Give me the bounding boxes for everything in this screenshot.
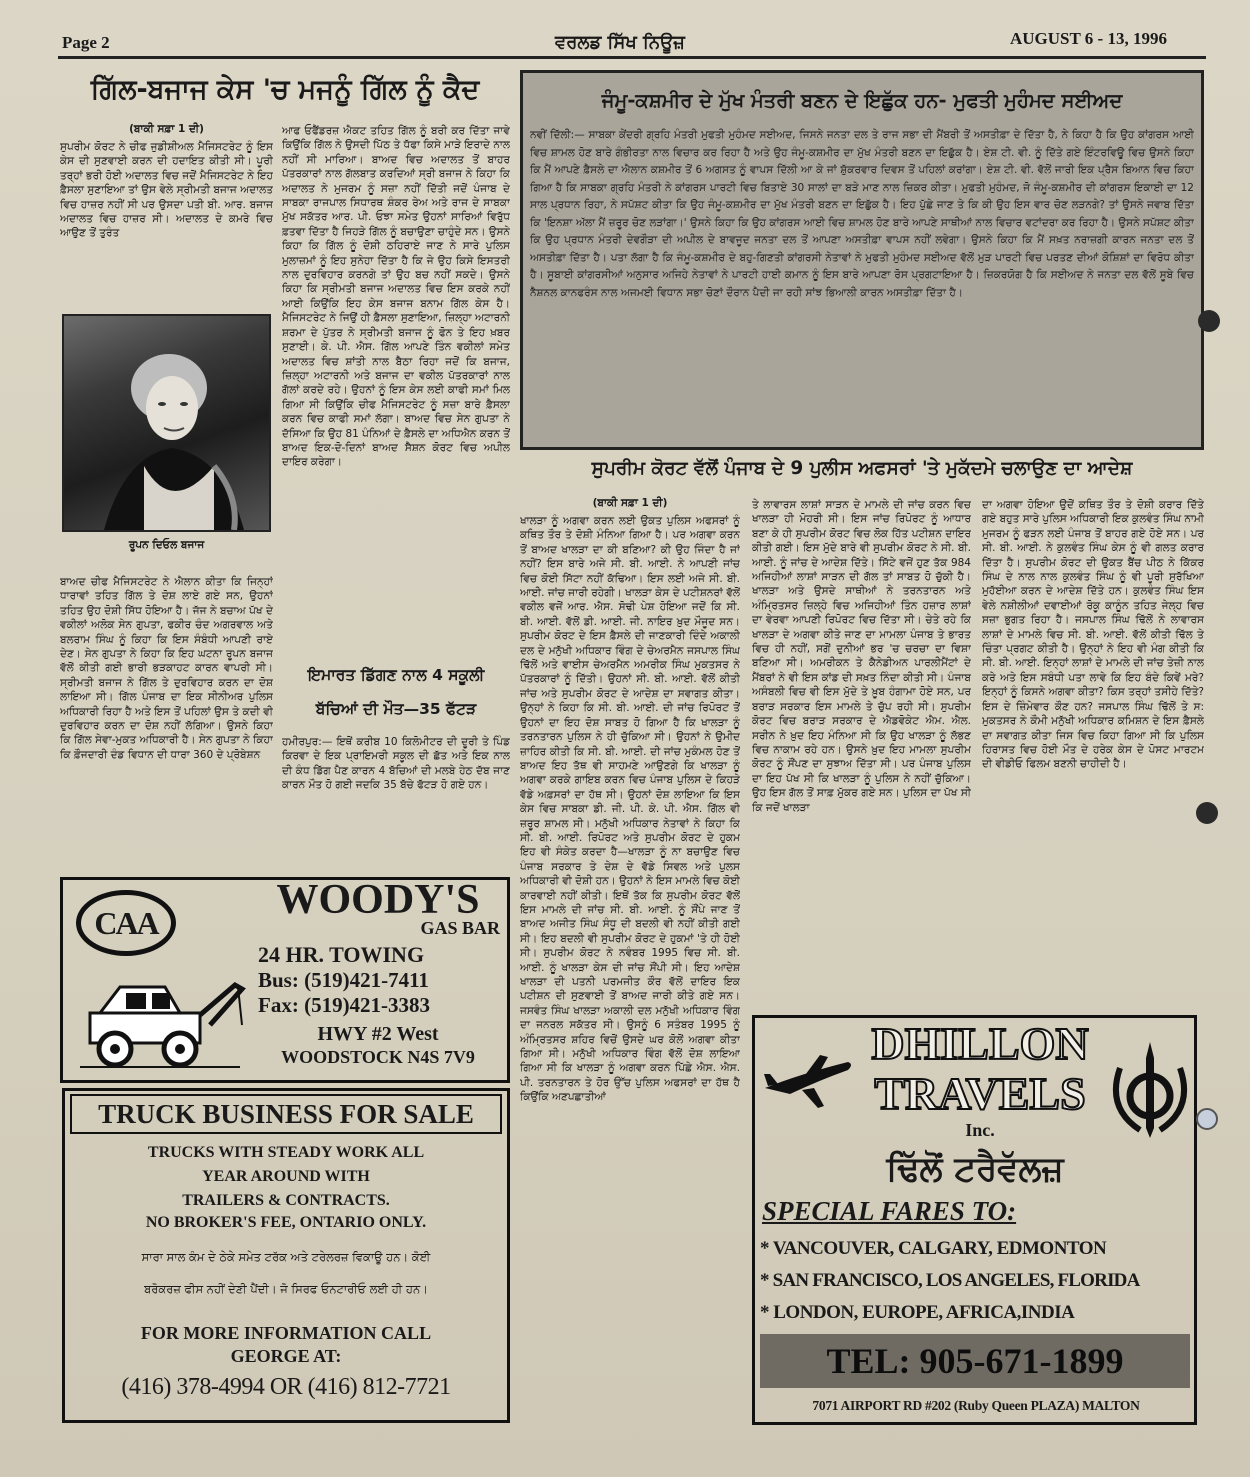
- dhillon-inc: Inc.: [965, 1120, 995, 1140]
- gill-headline: ਗਿੱਲ-ਬਜਾਜ ਕੇਸ 'ਚ ਮਜਨੂੰ ਗਿੱਲ ਨੂੰ ਕੈਦ: [90, 74, 480, 105]
- gill-col1-top: ਸੁਪਰੀਮ ਕੋਰਟ ਨੇ ਚੀਫ ਜੁਡੀਸ਼ੀਅਲ ਮੈਜਿਸਟਰੇਟ ਨੂੰ ਇਸ ਕੇਸ ਦੀ ਸੁਣਵਾਈ ਕਰਨ ਦੀ ਹਦਾਇਤ ਕੀਤੀ ਸੀ। ਪੂਰੀ ਤਰ੍ਹਾਂ ਭਰੀ ਹੋਈ ਅਦਾਲਤ ਵਿਚ ਜਦੋਂ ਮੈਜਿਸਟਰੇਟ ਨੇ ਇਹ ਫ਼ੈਸਲਾ ਸੁਣਾਇਆ ਤਾਂ ਉਸ ਵੇਲੇ ਸ੍ਰੀਮਤੀ ਬਜਾਜ ਅਦਾਲਤ ਵਿਚ ਹਾਜ਼ਰ ਨਹੀਂ ਸੀ ਪਰ ਉਸਦਾ ਪਤੀ ਬੀ. ਆਰ. ਬਜਾਜ ਅਦਾਲਤ ਵਿਚ ਹਾਜ਼ਰ ਸੀ। ਅਦਾਲਤ ਦੇ ਕਮਰੇ ਵਿਚ ਆਉਣ ਤੋਂ ਤੁਰੰਤ: [60, 141, 273, 240]
- mufti-headline: ਜੰਮੂ-ਕਸ਼ਮੀਰ ਦੇ ਮੁੱਖ ਮੰਤਰੀ ਬਣਨ ਦੇ ਇਛੁੱਕ ਹਨ- ਮੁਫਤੀ ਮੁਹੰਮਦ ਸਈਅਦ: [601, 89, 1123, 112]
- woodys-subtitle: GAS BAR: [420, 918, 500, 938]
- woodys-address-2: WOODSTOCK N4S 7V9: [281, 1047, 475, 1067]
- building-headline-1: ਇਮਾਰਤ ਡਿੱਗਣ ਨਾਲ 4 ਸਕੂਲੀ: [307, 666, 485, 684]
- bajaj-photo-caption: ਰੂਪਨ ਦਿਓਲ ਬਜਾਜ: [128, 539, 205, 551]
- sc-cont-label: (ਬਾਕੀ ਸਫ਼ਾ 1 ਦੀ): [592, 497, 668, 509]
- truck-ad-punjabi-2: ਬਰੋਕਰਜ਼ ਫੀਸ ਨਹੀਂ ਦੇਣੀ ਪੈਂਦੀ। ਜੋ ਸਿਰਫ ਓਨਟਾਰੀਓ ਲਈ ਹੀ ਹਨ।: [144, 1282, 428, 1296]
- binder-hole-middle: [1196, 802, 1218, 824]
- dhillon-name-1: DHILLON: [871, 1018, 1089, 1069]
- issue-date: AUGUST 6 - 13, 1996: [1010, 29, 1167, 48]
- building-headline-2: ਬੱਚਿਆਂ ਦੀ ਮੌਤ—35 ਫੱਟੜ: [315, 700, 477, 718]
- page-number: Page 2: [62, 33, 110, 52]
- header-rule: [58, 56, 1206, 59]
- woodys-towing: 24 HR. TOWING: [258, 942, 425, 967]
- dhillon-destination-2: * SAN FRANCISCO, LOS ANGELES, FLORIDA: [760, 1270, 1140, 1291]
- mufti-body: ਨਵੀਂ ਦਿੱਲੀ:— ਸਾਬਕਾ ਕੇਂਦਰੀ ਗ੍ਰਹਿ ਮੰਤਰੀ ਮੁਫਤੀ ਮੁਹੰਮਦ ਸਈਅਦ, ਜਿਸਨੇ ਜਨਤਾ ਦਲ ਤੇ ਰਾਜ ਸਭਾ ਦੀ ਮੈਂਬਰੀ ਤੋਂ ਅਸਤੀਫ਼ਾ ਦੇ ਦਿੱਤਾ ਹੈ, ਨੇ ਕਿਹਾ ਹੈ ਕਿ ਉਹ ਕਾਂਗਰਸ ਆਈ ਵਿਚ ਸ਼ਾਮਲ ਹੋਣ ਬਾਰੇ ਗੰਭੀਰਤਾ ਨਾਲ ਵਿਚਾਰ ਕਰ ਰਿਹਾ ਹੈ ਅਤੇ ਉਹ ਜੰਮੂ-ਕਸ਼ਮੀਰ ਦਾ ਮੁੱਖ ਮੰਤਰੀ ਬਣਨ ਦਾ ਇਛੁੱਕ ਹੈ। ਏਸ਼ ਟੀ. ਵੀ. ਨੂੰ ਦਿੱਤੇ ਗਏ ਇੰਟਰਵਿਊ ਵਿਚ ਉਸਨੇ ਕਿਹਾ ਕਿ ਮੈਂ ਆਪਣੇ ਫ਼ੈਸਲੇ ਦਾ ਐਲਾਨ ਕਸ਼ਮੀਰ ਤੋਂ 6 ਅਗਸਤ ਨੂੰ ਵਾਪਸ ਦਿੱਲੀ ਆ ਕੇ ਜਾਂ ਸ਼ੁੱਕਰਵਾਰ ਦਿਵਸ ਤੋਂ ਪਹਿਲਾਂ ਕਰਾਂਗਾ। ਏਸ਼ ਟੀ. ਵੀ. ਵੱਲੋਂ ਜਾਰੀ ਇਕ ਪ੍ਰੈਸ ਬਿਆਨ ਵਿਚ ਕਿਹਾ ਗਿਆ ਹੈ ਕਿ ਸਾਬਕਾ ਗ੍ਰਹਿ ਮੰਤਰੀ ਨੇ ਕਾਂਗਰਸ ਪਾਰਟੀ ਵਿਚ ਬਿਤਾਏ 30 ਸਾਲਾਂ ਦਾ ਬੜੇ ਮਾਣ ਨਾਲ ਜ਼ਿਕਰ ਕੀਤਾ। ਮੁਫਤੀ ਮੁਹੰਮਦ, ਜੋ ਜੰਮੂ-ਕਸ਼ਮੀਰ ਦੀ ਕਾਂਗਰਸ ਇਕਾਈ ਦਾ 12 ਸਾਲ ਪ੍ਰਧਾਨ ਰਿਹਾ, ਨੇ ਸਪੱਸ਼ਟ ਕੀਤਾ ਕਿ ਉਹ ਜੰਮੂ-ਕਸ਼ਮੀਰ ਦਾ ਮੁੱਖ ਮੰਤਰੀ ਬਣਨ ਦਾ ਇਛੁੱਕ ਹੈ। ਇਹ ਪੁੱਛੇ ਜਾਣ ਤੇ ਕਿ ਕੀ ਉਹ ਇਸ ਵਾਰ ਚੋਣ ਲੜਨਗੇ? ਤਾਂ ਉਸਨੇ ਜਵਾਬ ਦਿੱਤਾ ਕਿ 'ਇਨਸ਼ਾ ਅੱਲਾ ਮੈਂ ਜ਼ਰੂਰ ਚੋਣ ਲੜਾਂਗਾ।' ਉਸਨੇ ਕਿਹਾ ਕਿ ਉਹ ਕਾਂਗਰਸ ਆਈ ਵਿਚ ਸ਼ਾਮਲ ਹੋਣ ਬਾਰੇ ਆਪਣੇ ਸਾਥੀਆਂ ਨਾਲ ਵਿਚਾਰ ਵਟਾਂਦਰਾ ਕਰ ਰਿਹਾ ਹੈ। ਉਸਨੇ ਸਪੱਸ਼ਟ ਕੀਤਾ ਕਿ ਉਹ ਪ੍ਰਧਾਨ ਮੰਤਰੀ ਦੇਵਗੌੜਾ ਦੀ ਅਪੀਲ ਦੇ ਬਾਵਜੂਦ ਜਨਤਾ ਦਲ ਤੋਂ ਆਪਣਾ ਅਸਤੀਫ਼ਾ ਵਾਪਸ ਨਹੀਂ ਲਵੇਗਾ। ਉਸਨੇ ਕਿਹਾ ਕਿ ਮੈਂ ਸਖ਼ਤ ਨਰਾਜ਼ਗੀ ਕਾਰਨ ਜਨਤਾ ਦਲ ਤੋਂ ਅਸਤੀਫ਼ਾ ਦਿੱਤਾ ਹੈ। ਪਤਾ ਲੱਗਾ ਹੈ ਕਿ ਜੰਮੂ-ਕਸ਼ਮੀਰ ਦੇ ਬਹੁ-ਗਿਣਤੀ ਕਾਂਗਰਸੀ ਨੇਤਾਵਾਂ ਨੇ ਮੁਫਤੀ ਮੁਹੰਮਦ ਸਈਅਦ ਵੱਲੋਂ ਮੁੜ ਪਾਰਟੀ ਵਿਚ ਪਰਤਣ ਦੀਆਂ ਕੋਸ਼ਿਸ਼ਾਂ ਦਾ ਵਿਰੋਧ ਕੀਤਾ ਹੈ। ਸੂਬਾਈ ਕਾਂਗਰਸੀਆਂ ਅਨੁਸਾਰ ਅਜਿਹੇ ਨੇਤਾਵਾਂ ਨੇ ਪਾਰਟੀ ਹਾਈ ਕਮਾਨ ਨੂੰ ਇਸ ਬਾਰੇ ਆਪਣਾ ਰੋਸ ਪ੍ਰਗਟਾਇਆ ਹੈ। ਜ਼ਿਕਰਯੋਗ ਹੈ ਕਿ ਸਈਅਦ ਨੇ ਜਨਤਾ ਦਲ ਵੱਲੋਂ ਸੂਬੇ ਵਿਚ ਨੈਸ਼ਨਲ ਕਾਨਫਰੰਸ ਨਾਲ ਅਜਮਈ ਵਿਧਾਨ ਸਭਾ ਚੋਣਾਂ ਦੌਰਾਨ ਪੈਦੀ ਜਾ ਰਹੀ ਸਾਂਝ ਭਿਆਲੀ ਕਾਰਨ ਅਸਤੀਫ਼ਾ ਦਿੱਤਾ ਹੈ।: [530, 129, 1194, 299]
- binder-hole-bottom: [1196, 1108, 1218, 1130]
- truck-ad-phones: (416) 378-4994 OR (416) 812-7721: [121, 1374, 451, 1400]
- truck-ad-line-1: TRUCKS WITH STEADY WORK ALL: [147, 1144, 425, 1161]
- truck-ad-info-2: GEORGE AT:: [230, 1346, 342, 1366]
- dhillon-phone: TEL: 905-671-1899: [760, 1334, 1190, 1388]
- bajaj-photo: [62, 314, 271, 532]
- building-body: ਹਮੀਰਪੁਰ:— ਇਥੋਂ ਕਰੀਬ 10 ਕਿਲੋਮੀਟਰ ਦੀ ਦੂਰੀ ਤੇ ਪਿੰਡ ਕਿਰਵਾ ਦੇ ਇਕ ਪ੍ਰਾਇਮਰੀ ਸਕੂਲ ਦੀ ਛੱਤ ਅਤੇ ਇਕ ਨਾਲ ਦੀ ਕੰਧ ਡਿੱਗ ਪੈਣ ਕਾਰਨ 4 ਬੱਚਿਆਂ ਦੀ ਮਲਬੇ ਹੇਠ ਦੱਬ ਜਾਣ ਕਾਰਨ ਮੌਤ ਹੋ ਗਈ ਜਦਕਿ 35 ਬੱਚੇ ਫੱਟੜ ਹੋ ਗਏ ਹਨ।: [282, 736, 510, 792]
- gill-col1-bottom: ਬਾਅਦ ਚੀਫ ਮੈਜਿਸਟਰੇਟ ਨੇ ਐਲਾਨ ਕੀਤਾ ਕਿ ਜਿਨ੍ਹਾਂ ਧਾਰਾਵਾਂ ਤਹਿਤ ਗਿੱਲ ਤੇ ਦੋਸ਼ ਲਾਏ ਗਏ ਸਨ, ਉਹਨਾਂ ਤਹਿਤ ਉਹ ਦੋਸ਼ੀ ਸਿੱਧ ਹੋਇਆ ਹੈ। ਜੱਜ ਨੇ ਬਚਾਅ ਪੱਖ ਦੇ ਵਕੀਲਾਂ ਅਲੋਕ ਸੇਨ ਗੁਪਤਾ, ਫਕੀਰ ਚੰਦ ਅਗਰਵਾਲ ਅਤੇ ਬਲਰਾਮ ਸਿੰਘ ਨੂੰ ਕਿਹਾ ਕਿ ਇਸ ਸੰਬੰਧੀ ਆਪਣੀ ਰਾਏ ਦੇਣ। ਸੇਨ ਗੁਪਤਾ ਨੇ ਕਿਹਾ ਕਿ ਇਹ ਘਟਨਾ ਰੂਪਨ ਬਜਾਜ ਵੱਲੋਂ ਕੀਤੀ ਗਈ ਭਾਰੀ ਭੜਕਾਹਟ ਕਾਰਨ ਵਾਪਰੀ ਸੀ। ਸ੍ਰੀਮਤੀ ਬਜਾਜ ਨੇ ਗਿੱਲ ਤੇ ਦੁਰਵਿਹਾਰ ਕਰਨ ਦਾ ਦੋਸ਼ ਲਾਇਆ ਸੀ। ਗਿੱਲ ਪੰਜਾਬ ਦਾ ਇਕ ਸੀਨੀਅਰ ਪੁਲਿਸ ਅਧਿਕਾਰੀ ਰਿਹਾ ਹੈ ਅਤੇ ਇਸ ਤੋਂ ਪਹਿਲਾਂ ਉਸ ਤੇ ਕਦੀ ਵੀ ਦੁਰਵਿਹਾਰ ਕਰਨ ਦਾ ਦੋਸ਼ ਨਹੀਂ ਲੱਗਿਆ। ਉਸਨੇ ਕਿਹਾ ਕਿ ਗਿੱਲ ਸੇਵਾ-ਮੁਕਤ ਅਧਿਕਾਰੀ ਹੈ। ਸੇਨ ਗੁਪਤਾ ਨੇ ਕਿਹਾ ਕਿ ਫ਼ੌਜਦਾਰੀ ਦੰਡ ਵਿਧਾਨ ਦੀ ਧਾਰਾ 360 ਦੇ ਪ੍ਰੋਬੇਸ਼ਨ: [60, 576, 273, 761]
- caa-logo: [76, 890, 176, 956]
- sc-headline: ਸੁਪਰੀਮ ਕੋਰਟ ਵੱਲੋਂ ਪੰਜਾਬ ਦੇ 9 ਪੁਲੀਸ ਅਫਸਰਾਂ 'ਤੇ ਮੁਕੱਦਮੇ ਚਲਾਉਣ ਦਾ ਆਦੇਸ਼: [591, 458, 1133, 479]
- binder-hole-top: [1198, 310, 1220, 332]
- dhillon-punjabi-name: ਢਿੱਲੋਂ ਟਰੈਵੱਲਜ਼: [886, 1149, 1064, 1189]
- caa-logo-text: CAA: [94, 904, 158, 941]
- woodys-name: WOODY'S: [276, 877, 480, 923]
- gill-cont-label: (ਬਾਕੀ ਸਫ਼ਾ 1 ਦੀ): [129, 123, 204, 135]
- truck-ad-line-3: TRAILERS & CONTRACTS.: [182, 1192, 390, 1209]
- woodys-address-1: HWY #2 West: [317, 1023, 439, 1045]
- truck-ad-title: TRUCK BUSINESS FOR SALE: [70, 1094, 502, 1134]
- woodys-bus-phone: Bus: (519)421-7411: [258, 968, 429, 992]
- khanda-icon: [1110, 1038, 1190, 1148]
- portrait-image: [64, 316, 269, 530]
- dhillon-address: 7071 AIRPORT RD #202 (Ruby Queen PLAZA) MALTON: [812, 1398, 1140, 1413]
- sc-col1: ਖਾਲੜਾ ਨੂੰ ਅਗਵਾ ਕਰਨ ਲਈ ਉਕਤ ਪੁਲਿਸ ਅਫਸਰਾਂ ਨੂੰ ਕਥਿਤ ਤੌਰ ਤੇ ਦੋਸ਼ੀ ਮੰਨਿਆ ਗਿਆ ਹੈ। ਪਰ ਅਗਵਾ ਕਰਨ ਤੋਂ ਬਾਅਦ ਖਾਲੜਾ ਦਾ ਕੀ ਬਣਿਆ? ਕੀ ਉਹ ਜਿੰਦਾ ਹੈ ਜਾਂ ਨਹੀਂ? ਇਸ ਬਾਰੇ ਅਜੇ ਸੀ. ਬੀ. ਆਈ. ਨੇ ਆਪਣੀ ਜਾਂਚ ਵਿਚ ਕੋਈ ਸਿੱਟਾ ਨਹੀਂ ਕੱਢਿਆ। ਇਸ ਲਈ ਅਜੇ ਸੀ. ਬੀ. ਆਈ. ਜਾਂਚ ਜਾਰੀ ਰਹੇਗੀ। ਖਾਲੜਾ ਕੇਸ ਦੇ ਪਟੀਸ਼ਨਰਾਂ ਵੱਲੋਂ ਵਕੀਲ ਵਜੋਂ ਆਰ. ਐਸ. ਸੋਢੀ ਪੇਸ਼ ਹੋਇਆ ਜਦੋਂ ਕਿ ਸੀ. ਬੀ. ਆਈ. ਵੱਲੋਂ ਡੀ. ਆਈ. ਜੀ. ਨਾਇਰ ਖ਼ੁਦ ਮੌਜੂਦ ਸਨ। ਸੁਪਰੀਮ ਕੋਰਟ ਦੇ ਇਸ ਫ਼ੈਸਲੇ ਦੀ ਜਾਣਕਾਰੀ ਦਿੰਦੇ ਅਕਾਲੀ ਦਲ ਦੇ ਮਨੁੱਖੀ ਅਧਿਕਾਰ ਵਿੰਗ ਦੇ ਚੇਅਰਮੈਨ ਜਸਪਾਲ ਸਿੰਘ ਢਿੱਲੋਂ ਅਤੇ ਵਾਈਸ ਚੇਅਰਮੈਨ ਅਮਰੀਕ ਸਿੰਘ ਮੁਕਤਸਰ ਨੇ ਪੱਤਰਕਾਰਾਂ ਨੂੰ ਦਿੱਤੀ। ਉਹਨਾਂ ਸੀ. ਬੀ. ਆਈ. ਵੱਲੋਂ ਕੀਤੀ ਜਾਂਚ ਅਤੇ ਸੁਪਰੀਮ ਕੋਰਟ ਦੇ ਆਦੇਸ਼ ਦਾ ਸਵਾਗਤ ਕੀਤਾ। ਉਨ੍ਹਾਂ ਨੇ ਕਿਹਾ ਕਿ ਸੀ. ਬੀ. ਆਈ. ਦੀ ਜਾਂਚ ਰਿਪੋਰਟ ਤੋਂ ਉਹਨਾਂ ਦਾ ਇਹ ਦੋਸ਼ ਸਾਬਤ ਹੋ ਗਿਆ ਹੈ ਕਿ ਖਾਲੜਾ ਨੂੰ ਤਰਨਤਾਰਨ ਪੁਲਿਸ ਨੇ ਹੀ ਚੁੱਕਿਆ ਸੀ। ਉਹਨਾਂ ਨੇ ਉਮੀਦ ਜ਼ਾਹਿਰ ਕੀਤੀ ਕਿ ਸੀ. ਬੀ. ਆਈ. ਦੀ ਜਾਂਚ ਮੁਕੰਮਲ ਹੋਣ ਤੋਂ ਬਾਅਦ ਇਹ ਤੱਥ ਵੀ ਸਾਹਮਣੇ ਆਉਣਗੇ ਕਿ ਖਾਲੜਾ ਨੂੰ ਅਗਵਾ ਕਰਕੇ ਗਾਇਬ ਕਰਨ ਵਿਚ ਪੰਜਾਬ ਪੁਲਿਸ ਦੇ ਕਿਹੜੇ ਵੱਡੇ ਅਫ਼ਸਰਾਂ ਦਾ ਹੱਥ ਸੀ। ਉਹਨਾਂ ਦੋਸ਼ ਲਾਇਆ ਕਿ ਇਸ ਕੇਸ ਵਿਚ ਸਾਬਕਾ ਡੀ. ਜੀ. ਪੀ. ਕੇ. ਪੀ. ਐਸ. ਗਿੱਲ ਵੀ ਜ਼ਰੂਰ ਸ਼ਾਮਲ ਸੀ। ਮਨੁੱਖੀ ਅਧਿਕਾਰ ਨੇਤਾਵਾਂ ਨੇ ਕਿਹਾ ਕਿ ਸੀ. ਬੀ. ਆਈ. ਰਿਪੋਰਟ ਅਤੇ ਸੁਪਰੀਮ ਕੋਰਟ ਦੇ ਹੁਕਮ ਇਹ ਵੀ ਸੰਕੇਤ ਕਰਦਾ ਹੈ—ਖਾਲੜਾ ਨੂੰ ਨਾ ਬਚਾਉਣ ਵਿਚ ਪੰਜਾਬ ਸਰਕਾਰ ਤੇ ਦੇਸ਼ ਦੇ ਵੱਡੇ ਸਿਵਲ ਅਤੇ ਪੁਲਸ ਅਧਿਕਾਰੀ ਵੀ ਦੋਸ਼ੀ ਹਨ। ਉਹਨਾਂ ਨੇ ਇਸ ਮਾਮਲੇ ਵਿਚ ਕੋਈ ਕਾਰਵਾਈ ਨਹੀਂ ਕੀਤੀ। ਇਥੋਂ ਤੱਕ ਕਿ ਸੁਪਰੀਮ ਕੋਰਟ ਵੱਲੋਂ ਇਸ ਮਾਮਲੇ ਦੀ ਜਾਂਚ ਸੀ. ਬੀ. ਆਈ. ਨੂੰ ਸੌਂਪੇ ਜਾਣ ਤੋਂ ਬਾਅਦ ਅਜੀਤ ਸਿੰਘ ਸੰਧੂ ਦੀ ਬਦਲੀ ਵੀ ਨਹੀਂ ਕੀਤੀ ਗਈ ਸੀ। ਇਹ ਬਦਲੀ ਵੀ ਸੁਪਰੀਮ ਕੋਰਟ ਦੇ ਹੁਕਮਾਂ 'ਤੇ ਹੀ ਹੋਈ ਸੀ। ਸੁਪਰੀਮ ਕੋਰਟ ਨੇ ਨਵੰਬਰ 1995 ਵਿਚ ਸੀ. ਬੀ. ਆਈ. ਨੂੰ ਖਾਲੜਾ ਕੇਸ ਦੀ ਜਾਂਚ ਸੌਂਪੀ ਸੀ। ਇਹ ਆਦੇਸ਼ ਖਾਲੜਾ ਦੀ ਪਤਨੀ ਪਰਮਜੀਤ ਕੌਰ ਵੱਲੋਂ ਦਾਇਰ ਇਕ ਪਟੀਸ਼ਨ ਦੀ ਸੁਣਵਾਈ ਤੋਂ ਬਾਅਦ ਜਾਰੀ ਕੀਤੇ ਗਏ ਸਨ। ਜਸਵੰਤ ਸਿੰਘ ਖਾਲੜਾ ਅਕਾਲੀ ਦਲ ਮਨੁੱਖੀ ਅਧਿਕਾਰ ਵਿੰਗ ਦਾ ਜਨਰਲ ਸਕੱਤਰ ਸੀ। ਉਸਨੂੰ 6 ਸਤੰਬਰ 1995 ਨੂੰ ਅੰਮ੍ਰਿਤਸਰ ਸ਼ਹਿਰ ਵਿਚੋਂ ਉਸਦੇ ਘਰ ਕੋਲੋਂ ਅਗਵਾ ਕੀਤਾ ਗਿਆ ਸੀ। ਮਨੁੱਖੀ ਅਧਿਕਾਰ ਵਿੰਗ ਵੱਲੋਂ ਦੋਸ਼ ਲਾਇਆ ਗਿਆ ਸੀ ਕਿ ਖਾਲੜਾ ਨੂੰ ਅਗਵਾ ਕਰਨ ਪਿੱਛੇ ਐਸ. ਐਸ. ਪੀ. ਤਰਨਤਾਰਨ ਤੇ ਹੋਰ ਉੱਚ ਪੁਲਿਸ ਅਫਸਰਾਂ ਦਾ ਹੱਥ ਹੈ ਕਿਉਂਕਿ ਅਣਪਛਾਤੀਆਂ: [520, 515, 740, 1104]
- dhillon-destination-3: * LONDON, EUROPE, AFRICA,INDIA: [760, 1302, 1075, 1323]
- dhillon-destination-1: * VANCOUVER, CALGARY, EDMONTON: [760, 1238, 1107, 1259]
- truck-ad-line-4: NO BROKER'S FEE, ONTARIO ONLY.: [145, 1214, 427, 1231]
- tow-truck-icon: [70, 965, 250, 1075]
- gill-col2: ਆਫ ਓਫੈਂਡਰਜ਼ ਐਕਟ ਤਹਿਤ ਗਿੱਲ ਨੂੰ ਬਰੀ ਕਰ ਦਿੱਤਾ ਜਾਵੇ ਕਿਉਂਕਿ ਗਿੱਲ ਨੇ ਉਸਦੀ ਪਿੱਠ ਤੇ ਧੱਫਾ ਕਿਸੇ ਮਾੜੇ ਇਰਾਦੇ ਨਾਲ ਨਹੀਂ ਸੀ ਮਾਰਿਆ। ਬਾਅਦ ਵਿਚ ਅਦਾਲਤ ਤੋਂ ਬਾਹਰ ਪੱਤਰਕਾਰਾਂ ਨਾਲ ਗੱਲਬਾਤ ਕਰਦਿਆਂ ਸ੍ਰੀ ਬਜਾਜ ਨੇ ਕਿਹਾ ਕਿ ਅਦਾਲਤ ਨੇ ਮੁਜਰਮ ਨੂੰ ਸਜ਼ਾ ਨਹੀਂ ਦਿੱਤੀ ਜਦੋਂ ਪੰਜਾਬ ਦੇ ਸਾਬਕਾ ਰਾਜਪਾਲ ਸਿਧਾਰਥ ਸ਼ੰਕਰ ਰੇਅ ਅਤੇ ਰਾਜ ਦੇ ਸਾਬਕਾ ਮੁੱਖ ਸਕੱਤਰ ਆਰ. ਪੀ. ਓਝਾ ਸਮੇਤ ਉਹਨਾਂ ਸਾਰਿਆਂ ਵਿਰੁੱਧ ਫ਼ਤਵਾ ਦਿੱਤਾ ਹੈ ਜਿਹੜੇ ਗਿੱਲ ਨੂੰ ਬਚਾਉਣਾ ਚਾਹੁੰਦੇ ਸਨ। ਉਸਨੇ ਕਿਹਾ ਕਿ ਗਿੱਲ ਨੂੰ ਦੋਸ਼ੀ ਠਹਿਰਾਏ ਜਾਣ ਨੇ ਸਾਰੇ ਪੁਲਿਸ ਮੁਲਾਜ਼ਮਾਂ ਨੂੰ ਇਹ ਸੁਨੇਹਾ ਦਿੱਤਾ ਹੈ ਕਿ ਜੇ ਉਹ ਕਿਸੇ ਇਸਤਰੀ ਨਾਲ ਦੁਰਵਿਹਾਰ ਕਰਨਗੇ ਤਾਂ ਉਹ ਬਚ ਨਹੀਂ ਸਕਦੇ। ਉਸਨੇ ਕਿਹਾ ਕਿ ਸ੍ਰੀਮਤੀ ਬਜਾਜ ਅਦਾਲਤ ਵਿਚ ਇਸ ਕਰਕੇ ਨਹੀਂ ਆਈ ਕਿਉਂਕਿ ਇਹ ਕੇਸ ਬਜਾਜ ਬਨਾਮ ਗਿੱਲ ਕੇਸ ਹੈ। ਮੈਜਿਸਟਰੇਟ ਨੇ ਜਿਉਂ ਹੀ ਫ਼ੈਸਲਾ ਸੁਣਾਇਆ, ਜ਼ਿਲ੍ਹਾ ਅਟਾਰਨੀ ਸ਼ਰਮਾ ਦੇ ਪੁੱਤਰ ਨੇ ਸ੍ਰੀਮਤੀ ਬਜਾਜ ਨੂੰ ਫੋਨ ਤੇ ਇਹ ਖ਼ਬਰ ਸੁਣਾਈ। ਕੇ. ਪੀ. ਐਸ. ਗਿੱਲ ਆਪਣੇ ਤਿੰਨ ਵਕੀਲਾਂ ਸਮੇਤ ਅਦਾਲਤ ਵਿਚ ਸ਼ਾਂਤੀ ਨਾਲ ਬੈਠਾ ਰਿਹਾ ਜਦੋਂ ਕਿ ਬਜਾਜ, ਜ਼ਿਲ੍ਹਾ ਅਟਾਰਨੀ ਅਤੇ ਬਜਾਜ ਦਾ ਵਕੀਲ ਪੱਤਰਕਾਰਾਂ ਨਾਲ ਗੱਲਾਂ ਕਰਦੇ ਰਹੇ। ਉਹਨਾਂ ਨੂੰ ਇਸ ਕੇਸ ਲਈ ਕਾਫੀ ਸਮਾਂ ਮਿਲ ਗਿਆ ਸੀ ਕਿਉਂਕਿ ਚੀਫ ਮੈਜਿਸਟਰੇਟ ਨੂੰ ਸਜ਼ਾ ਬਾਰੇ ਫ਼ੈਸਲਾ ਕਰਨ ਵਿਚ ਕਾਫੀ ਸਮਾਂ ਲੱਗਾ। ਬਾਅਦ ਵਿਚ ਸੇਨ ਗੁਪਤਾ ਨੇ ਦੱਸਿਆ ਕਿ ਉਹ 81 ਪੰਨਿਆਂ ਦੇ ਫ਼ੈਸਲੇ ਦਾ ਅਧਿਐਨ ਕਰਨ ਤੋਂ ਬਾਅਦ ਇਕ-ਦੋ-ਦਿਨਾਂ ਬਾਅਦ ਸੈਸ਼ਨ ਕੋਰਟ ਵਿਚ ਅਪੀਲ ਦਾਇਰ ਕਰੇਗਾ।: [282, 125, 510, 469]
- truck-ad-line-2: YEAR AROUND WITH: [202, 1168, 370, 1185]
- airplane-icon: [760, 1050, 855, 1110]
- truck-ad-punjabi-1: ਸਾਰਾ ਸਾਲ ਕੰਮ ਦੇ ਠੇਕੇ ਸਮੇਤ ਟਰੱਕ ਅਤੇ ਟਰੇਲਰਜ਼ ਵਿਕਾਊ ਹਨ। ਕੋਈ: [141, 1250, 431, 1264]
- woodys-fax: Fax: (519)421-3383: [258, 993, 431, 1017]
- sc-col2: ਤੇ ਲਾਵਾਰਸ ਲਾਸ਼ਾਂ ਸਾੜਨ ਦੇ ਮਾਮਲੇ ਦੀ ਜਾਂਚ ਕਰਨ ਵਿਚ ਖਾਲੜਾ ਹੀ ਮੋਹਰੀ ਸੀ। ਇਸ ਜਾਂਚ ਰਿਪੋਰਟ ਨੂੰ ਆਧਾਰ ਬਣਾ ਕੇ ਹੀ ਸੁਪਰੀਮ ਕੋਰਟ ਵਿਚ ਲੋਕ ਹਿੱਤ ਪਟੀਸ਼ਨ ਦਾਇਰ ਕੀਤੀ ਗਈ। ਇਸ ਮੁੱਦੇ ਬਾਰੇ ਵੀ ਸੁਪਰੀਮ ਕੋਰਟ ਨੇ ਸੀ. ਬੀ. ਆਈ. ਨੂੰ ਜਾਂਚ ਦੇ ਆਦੇਸ਼ ਦਿੱਤੇ। ਸਿੱਟੇ ਵਜੋਂ ਹੁਣ ਤੱਕ 984 ਅਜਿਹੀਆਂ ਲਾਸ਼ਾਂ ਸਾੜਨ ਦੀ ਗੱਲ ਤਾਂ ਸਾਬਤ ਹੋ ਚੁੱਕੀ ਹੈ। ਖਾਲੜਾ ਅਤੇ ਉਸਦੇ ਸਾਥੀਆਂ ਨੇ ਤਰਨਤਾਰਨ ਅਤੇ ਅੰਮ੍ਰਿਤਸਰ ਜ਼ਿਲ੍ਹੇ ਵਿਚ ਅਜਿਹੀਆਂ ਤਿੰਨ ਹਜ਼ਾਰ ਲਾਸ਼ਾਂ ਦਾ ਵੇਰਵਾ ਆਪਣੀ ਰਿਪੋਰਟ ਵਿਚ ਦਿੱਤਾ ਸੀ। ਚੇਤੇ ਰਹੇ ਕਿ ਖਾਲੜਾ ਦੇ ਅਗਵਾ ਕੀਤੇ ਜਾਣ ਦਾ ਮਾਮਲਾ ਪੰਜਾਬ ਤੇ ਭਾਰਤ ਵਿਚ ਹੀ ਨਹੀਂ, ਸਗੋਂ ਦੁਨੀਆਂ ਭਰ 'ਚ ਚਰਚਾ ਦਾ ਵਿਸ਼ਾ ਬਣਿਆ ਸੀ। ਅਮਰੀਕਨ ਤੇ ਕੈਨੇਡੀਅਨ ਪਾਰਲੀਮੈਂਟਾਂ ਦੇ ਮੈਂਬਰਾਂ ਨੇ ਵੀ ਇਸ ਕਾਂਡ ਦੀ ਸਖ਼ਤ ਨਿੰਦਾ ਕੀਤੀ ਸੀ। ਪੰਜਾਬ ਅਸੰਬਲੀ ਵਿਚ ਵੀ ਇਸ ਮੁੱਦੇ ਤੇ ਖ਼ੂਬ ਹੰਗਾਮਾ ਹੋਏ ਸਨ, ਪਰ ਬਰਾੜ ਸਰਕਾਰ ਇਸ ਮਾਮਲੇ ਤੇ ਚੁੱਪ ਰਹੀ ਸੀ। ਸੁਪਰੀਮ ਕੋਰਟ ਵਿਚ ਬਰਾੜ ਸਰਕਾਰ ਦੇ ਐਡਵੋਕੇਟ ਐਮ. ਐਲ. ਸਰੀਨ ਨੇ ਖ਼ੁਦ ਇਹ ਮੰਨਿਆ ਸੀ ਕਿ ਉਹ ਖਾਲੜਾ ਨੂੰ ਲੱਭਣ ਵਿਚ ਨਾਕਾਮ ਰਹੇ ਹਨ। ਉਸਨੇ ਖ਼ੁਦ ਇਹ ਮਾਮਲਾ ਸੁਪਰੀਮ ਕੋਰਟ ਨੂੰ ਸੌਂਪਣ ਦਾ ਸੁਝਾਅ ਦਿੱਤਾ ਸੀ। ਪਰ ਪੰਜਾਬ ਪੁਲਿਸ ਦਾ ਇਹ ਪੱਖ ਸੀ ਕਿ ਖਾਲੜਾ ਨੂੰ ਪੁਲਿਸ ਨੇ ਨਹੀਂ ਚੁੱਕਿਆ। ਉਹ ਇਸ ਗੱਲ ਤੋਂ ਸਾਫ਼ ਮੁੱਕਰ ਗਏ ਸਨ। ਪੁਲਿਸ ਦਾ ਪੱਖ ਸੀ ਕਿ ਜਦੋਂ ਖਾਲੜਾ: [752, 499, 971, 814]
- truck-ad-info-1: FOR MORE INFORMATION CALL: [140, 1323, 432, 1343]
- dhillon-special-fares: SPECIAL FARES TO:: [762, 1196, 1017, 1226]
- sc-col3: ਦਾ ਅਗਵਾ ਹੋਇਆ ਉਦੋਂ ਕਥਿਤ ਤੌਰ ਤੇ ਦੋਸ਼ੀ ਕਰਾਰ ਦਿੱਤੇ ਗਏ ਬਹੁਤ ਸਾਰੇ ਪੁਲਿਸ ਅਧਿਕਾਰੀ ਇਕ ਕੁਲਵੰਤ ਸਿੰਘ ਨਾਮੀ ਮੁਜਰਮ ਨੂੰ ਫੜਨ ਲਈ ਪੰਜਾਬ ਤੋਂ ਬਾਹਰ ਗਏ ਹੋਏ ਸਨ। ਪਰ ਸੀ. ਬੀ. ਆਈ. ਨੇ ਕੁਲਵੰਤ ਸਿੰਘ ਕੇਸ ਨੂੰ ਵੀ ਗਲਤ ਕਰਾਰ ਦਿੱਤਾ ਹੈ। ਸੁਪਰੀਮ ਕੋਰਟ ਦੀ ਉਕਤ ਬੈਂਚ ਪੀਠ ਨੇ ਕਿੱਕਰ ਸਿੰਘ ਦੇ ਨਾਲ ਨਾਲ ਕੁਲਵੰਤ ਸਿੰਘ ਨੂੰ ਵੀ ਪੂਰੀ ਸੁਰੱਖਿਆ ਮੁਹੱਈਆ ਕਰਨ ਦੇ ਆਦੇਸ਼ ਦਿੱਤੇ ਹਨ। ਕੁਲਵੰਤ ਸਿੰਘ ਇਸ ਵੇਲੇ ਨਸ਼ੀਲੀਆਂ ਦਵਾਈਆਂ ਰੋਕੂ ਕਾਨੂੰਨ ਤਹਿਤ ਜੇਲ੍ਹ ਵਿਚ ਸਜ਼ਾ ਭੁਗਤ ਰਿਹਾ ਹੈ। ਜਸਪਾਲ ਸਿੰਘ ਢਿੱਲੋਂ ਨੇ ਲਾਵਾਰਸ ਲਾਸ਼ਾਂ ਦੇ ਮਾਮਲੇ ਵਿਚ ਸੀ. ਬੀ. ਆਈ. ਵੱਲੋਂ ਕੀਤੀ ਢਿੱਲ ਤੇ ਚਿੰਤਾ ਪ੍ਰਗਟ ਕੀਤੀ ਹੈ। ਉਨ੍ਹਾਂ ਨੇ ਇਹ ਵੀ ਮੰਗ ਕੀਤੀ ਕਿ ਸੀ. ਬੀ. ਆਈ. ਇਨ੍ਹਾਂ ਲਾਸ਼ਾਂ ਦੇ ਮਾਮਲੇ ਦੀ ਜਾਂਚ ਤੇਜ਼ੀ ਨਾਲ ਕਰੇ ਅਤੇ ਇਸ ਸਬੰਧੀ ਪਤਾ ਲਾਵੇ ਕਿ ਇਹ ਬੰਦੇ ਕਿਵੇਂ ਮਰੇ? ਇਨ੍ਹਾਂ ਨੂੰ ਕਿਸਨੇ ਅਗਵਾ ਕੀਤਾ? ਕਿਸ ਤਰ੍ਹਾਂ ਤਸੀਹੇ ਦਿੱਤੇ? ਇਸ ਦੇ ਜ਼ਿੰਮੇਵਾਰ ਕੌਣ ਹਨ? ਜਸਪਾਲ ਸਿੰਘ ਢਿੱਲੋਂ ਤੇ ਸ: ਮੁਕਤਸਰ ਨੇ ਕੌਮੀ ਮਨੁੱਖੀ ਅਧਿਕਾਰ ਕਮਿਸ਼ਨ ਦੇ ਇਸ ਫ਼ੈਸਲੇ ਦਾ ਸਵਾਗਤ ਕੀਤਾ ਜਿਸ ਵਿਚ ਕਿਹਾ ਗਿਆ ਸੀ ਕਿ ਪੁਲਿਸ ਹਿਰਾਸਤ ਵਿਚ ਹੋਈ ਮੌਤ ਦੇ ਹਰੇਕ ਕੇਸ ਦੇ ਪੋਸਟ ਮਾਰਟਮ ਦੀ ਵੀਡੀਓ ਫਿਲਮ ਬਣਨੀ ਚਾਹੀਦੀ ਹੈ।: [982, 499, 1204, 771]
- masthead: ਵਰਲਡ ਸਿੱਖ ਨਿਊਜ਼: [555, 32, 685, 53]
- dhillon-name-2: TRAVELS: [874, 1068, 1086, 1119]
